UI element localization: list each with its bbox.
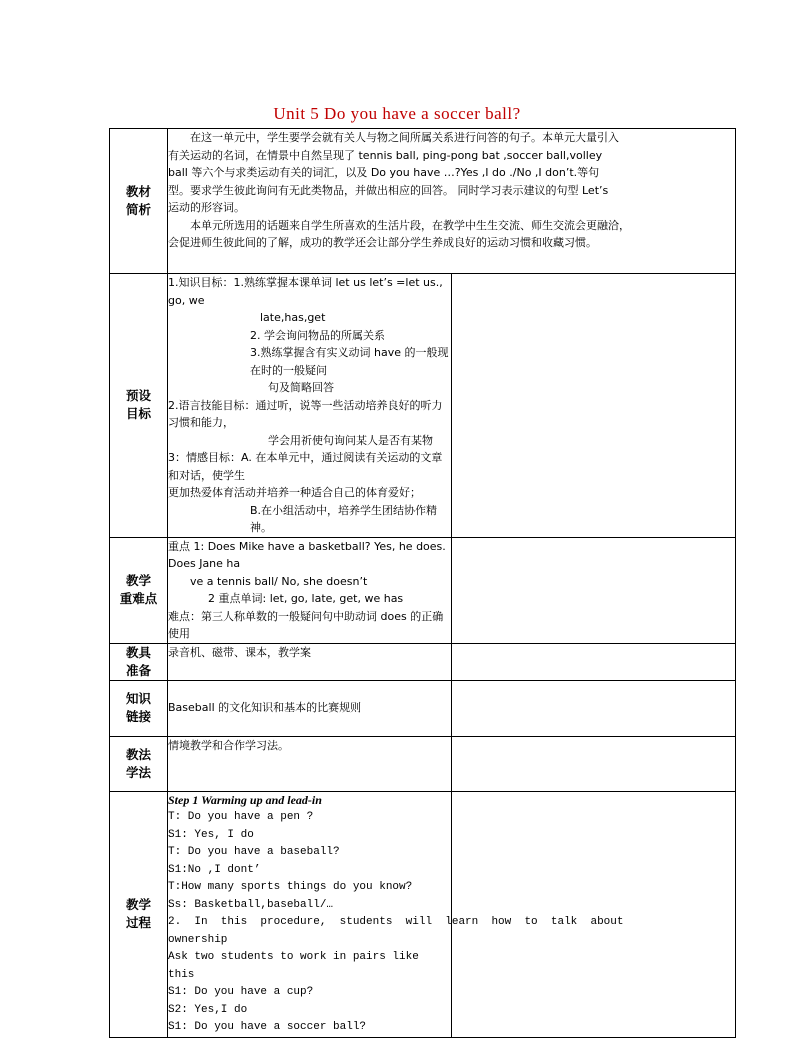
goals-line: 学会用祈使句询问某人是否有某物	[268, 433, 433, 447]
methods-notes-cell	[452, 736, 736, 791]
knowledge-content	[168, 680, 452, 736]
analysis-line: 会促进师生彼此间的了解，成功的教学还会让部分学生养成良好的运动习惯和收藏习惯。	[168, 236, 597, 249]
goals-line: 2.语言技能目标：通过听，说等一些活动培养良好的听力习惯和能力，	[168, 398, 443, 429]
process-line: T: Do you have a pen ?	[168, 811, 314, 823]
row-tools	[110, 643, 736, 680]
process-line: Ss: Basketball,baseball/…	[168, 898, 334, 911]
process-content	[168, 791, 624, 1037]
keypoints-line: 重点 1: Does Mike have a basketball? Yes, he does. Does Jane ha	[168, 539, 446, 570]
tools-notes-cell	[452, 643, 736, 680]
knowledge-text: Baseball 的文化知识和基本的比赛规则	[168, 701, 362, 715]
keypoints-notes-cell	[452, 537, 736, 643]
analysis-line: ball 等六个与求类运动有关的词汇，以及 Do you have …?Yes ,I do ./No ,I don’t.等句	[168, 166, 600, 179]
label-analysis: 教材 简析	[110, 129, 168, 274]
keypoints-line: 难点：第三人称单数的一般疑问句中助动词 does 的正确使用	[168, 609, 444, 640]
goals-line: 3：情感目标：A. 在本单元中，通过阅读有关运动的文章和对话，使学生	[168, 451, 443, 482]
row-analysis	[110, 129, 736, 274]
label-methods: 教法 学法	[110, 736, 168, 791]
goals-line: 句及简略回答	[268, 381, 334, 394]
goals-notes-cell	[452, 274, 736, 538]
label-keypoints: 教学 重难点	[110, 537, 168, 643]
process-line: S1: Do you have a soccer ball?	[168, 1021, 367, 1033]
keypoints-content	[168, 537, 452, 643]
goals-line: 1.知识目标：1.熟练掌握本课单词 let us let’s =let us., go, we	[168, 276, 443, 307]
tools-content	[168, 643, 452, 680]
analysis-line: 本单元所选用的话题来自学生所喜欢的生活片段，在教学中生生交流、师生交流会更融洽，	[190, 218, 630, 232]
tools-text: 录音机、磁带、课本，教学案	[168, 645, 311, 659]
methods-content	[168, 736, 452, 791]
analysis-content	[168, 129, 736, 274]
goals-line: 2. 学会询问物品的所属关系	[250, 328, 385, 342]
keypoints-line: 2 重点单词: let, go, late, get, we has	[208, 592, 404, 605]
knowledge-notes-cell	[452, 680, 736, 736]
process-line: S1: Yes, I do	[168, 828, 254, 841]
row-goals	[110, 274, 736, 538]
label-process: 教学 过程	[110, 791, 168, 1037]
page-title: Unit 5 Do you have a soccer ball?	[273, 104, 521, 123]
process-line: Ask two students to work in pairs like this	[168, 951, 419, 981]
process-line: T: Do you have a baseball?	[168, 846, 340, 858]
process-step-title: Step 1 Warming up and lead-in	[168, 792, 322, 807]
goals-content	[168, 274, 452, 538]
process-line: S2: Yes,I do	[168, 1003, 248, 1016]
label-goals: 预设 目标	[110, 274, 168, 538]
row-process	[110, 791, 736, 1037]
goals-line: 更加热爱体育活动并培养一种适合自己的体育爱好；	[168, 486, 421, 499]
lesson-plan-table	[109, 128, 736, 1038]
analysis-line: 有关运动的名词，在情景中自然呈现了 tennis ball, ping-pong bat ,soccer ball,volley	[168, 148, 603, 162]
process-line: 2. In this procedure, students will learn how to talk about	[168, 916, 624, 928]
analysis-line: 在这一单元中，学生要学会就有关人与物之间所属关系进行问答的句子。本单元大量引入	[190, 131, 619, 144]
goals-line: 3.熟练掌握含有实义动词 have 的一般现在时的一般疑问	[250, 346, 449, 377]
process-line: ownership	[168, 933, 228, 946]
goals-line: B.在小组活动中，培养学生团结协作精神。	[250, 503, 438, 534]
keypoints-line: ve a tennis ball/ No, she doesn’t	[190, 574, 368, 588]
label-knowledge: 知识 链接	[110, 680, 168, 736]
analysis-line: 型。要求学生彼此询问有无此类物品，并做出相应的回答。 同时学习表示建议的句型 Let’s	[168, 183, 609, 197]
row-keypoints	[110, 537, 736, 643]
process-line: S1:No ,I dont’	[168, 863, 261, 876]
analysis-line: 运动的形容词。	[168, 201, 245, 214]
row-knowledge	[110, 680, 736, 736]
row-methods	[110, 736, 736, 791]
label-tools: 教具 准备	[110, 643, 168, 680]
goals-line: late,has,get	[260, 311, 326, 324]
process-notes-cell	[452, 791, 736, 1037]
process-line: S1: Do you have a cup?	[168, 986, 314, 998]
methods-text: 情境教学和合作学习法。	[168, 738, 289, 752]
process-line: T:How many sports things do you know?	[168, 881, 413, 893]
